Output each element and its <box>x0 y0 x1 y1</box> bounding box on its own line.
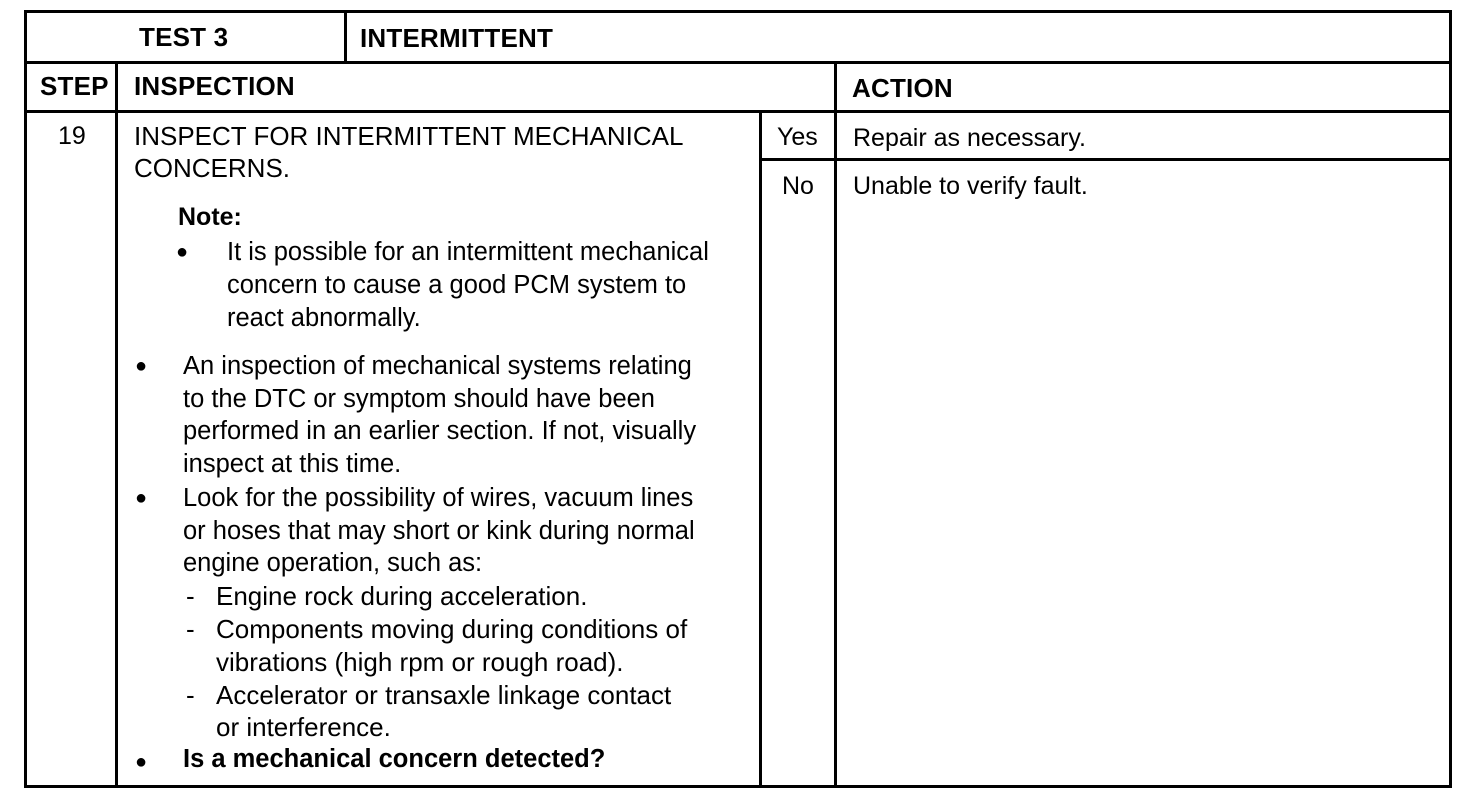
dash-icon: - <box>186 614 195 644</box>
inspection-question: Is a mechanical concern detected? <box>183 745 606 773</box>
rule-answer-col <box>759 113 762 788</box>
inspection-title-line2: CONCERNS. <box>134 153 291 183</box>
bullet1-line: An inspection of mechanical systems relating <box>183 352 692 380</box>
bullet1-line: performed in an earlier section. If not, visually <box>183 417 697 446</box>
bullet1-text <box>183 350 696 480</box>
bullet-icon: ● <box>135 751 148 773</box>
bullet1-line: inspect at this time. <box>183 449 402 478</box>
test-name: INTERMITTENT <box>360 23 554 53</box>
answer-no: No <box>782 172 814 200</box>
note-text <box>227 236 745 335</box>
bullet2-line: engine operation, such as: <box>183 549 483 578</box>
column-action: ACTION <box>852 73 953 103</box>
bullet1-line: to the DTC or symptom should have been <box>183 384 655 413</box>
rule-action-col <box>834 61 837 788</box>
rule-header-split <box>344 10 347 64</box>
action-no: Unable to verify fault. <box>853 172 1088 200</box>
sub-item-line: vibrations (high rpm or rough road). <box>216 647 624 677</box>
sub-item-line: Components moving during conditions of <box>216 614 688 644</box>
bullet-icon: ● <box>135 355 148 377</box>
bullet2-line: Look for the possibility of wires, vacuum lines <box>183 484 694 512</box>
note-line: concern to cause a good PCM system to <box>227 271 687 299</box>
bullet2-line: or hoses that may short or kink during normal <box>183 516 695 545</box>
dash-icon: - <box>186 680 195 710</box>
action-yes: Repair as necessary. <box>853 124 1086 152</box>
sub-item-line: or interference. <box>216 712 391 742</box>
sub-item-line: Accelerator or transaxle linkage contact <box>216 680 672 710</box>
answer-yes: Yes <box>777 123 818 151</box>
dash-icon: - <box>186 581 195 611</box>
column-inspection: INSPECTION <box>134 71 295 101</box>
rule-step-col <box>115 61 118 788</box>
note-line: react abnormally. <box>227 304 421 332</box>
rule-columns-bottom <box>24 110 1452 113</box>
bullet-icon: ● <box>135 487 148 509</box>
test-label: TEST 3 <box>139 22 229 52</box>
bullet-icon: ● <box>176 241 189 263</box>
note-line: It is possible for an intermittent mechanical <box>227 238 709 266</box>
bullet2-text <box>183 482 695 580</box>
sub-item-line: Engine rock during acceleration. <box>216 581 588 611</box>
step-number: 19 <box>58 122 86 150</box>
rule-yes-bottom <box>759 158 1452 161</box>
inspection-title-line1: INSPECT FOR INTERMITTENT MECHANICAL <box>134 121 684 151</box>
rule-header-bottom <box>24 61 1452 64</box>
note-label: Note: <box>178 203 242 231</box>
column-step: STEP <box>40 71 109 101</box>
